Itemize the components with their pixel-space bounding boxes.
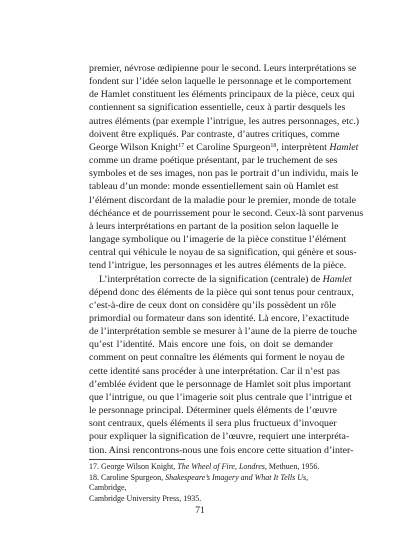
body-text [89, 62, 364, 457]
text-segment: , Cambridge, [89, 472, 309, 493]
text-line [89, 141, 359, 154]
text-segment: 17. George Wilson Knight, [89, 462, 178, 471]
text-line: dépend donc des éléments de la pièce qui sont tenus pour centraux, [89, 286, 354, 298]
footnote-ref-17[interactable]: 17 [178, 142, 185, 149]
text-segment: , interprètent [276, 141, 330, 153]
text-segment: 18. Caroline Spurgeon, [89, 472, 166, 482]
text-line: c’est-à-dire de ceux dont on considère qu’ils possèdent un rôle [89, 299, 337, 311]
text-line: comment on peut connaître les éléments qui forment le noyau de [89, 352, 345, 364]
text-line: à leurs interprétations en partant de la position selon laquelle le [89, 220, 339, 232]
text-line: contiennent sa signification essentielle, ceux à partir desquels les [89, 102, 346, 114]
text-line: cette identité sans procéder à une interprétation. Car il n’est pas [89, 365, 340, 377]
text-line: fondent sur l’idée selon laquelle le personnage et le comportement [89, 76, 352, 88]
footnotes [89, 462, 335, 504]
text-line: l’élément discordant de la maladie pour le premier, monde de totale [89, 194, 356, 206]
text-line: autres éléments (par exemple l’intrigue, les autres personnages, etc.) [89, 115, 360, 127]
text-line: tend l’intrigue, les personnages et les autres éléments de la pièce. [89, 260, 347, 272]
text-line: doivent être expliqués. Par contraste, d’autres critiques, comme [89, 128, 340, 140]
text-segment: , Methuen, 1956. [264, 462, 320, 471]
work-title-hamlet: Hamlet [322, 273, 352, 285]
text-line: pour expliquer la signification de l’œuvre, requiert une interpréta- [89, 431, 350, 443]
paragraph-2 [89, 273, 357, 457]
text-line: le personnage principal. Déterminer quels éléments de l’œuvre [89, 405, 337, 417]
text-line: de Hamlet constituent les éléments principaux de la pièce, ceux qui [89, 89, 355, 101]
text-line: comme un drame poétique présentant, par le truchement de ses [89, 155, 338, 167]
text-line: déchéance et de pourrissement pour le second. Ceux-là sont parvenus [89, 207, 364, 219]
text-line: sont centraux, quels éléments il sera plus fructueux d’invoquer [89, 418, 337, 430]
text-line: tableau d’un monde: monde essentiellement sain où Hamlet est [89, 181, 339, 193]
text-segment: George Wilson Knight [89, 141, 179, 153]
text-line: de l’interprétation semble se mesurer à l’aune de la pierre de touche [89, 326, 357, 338]
text-segment: et Caroline Spurgeon [184, 141, 271, 153]
text-line: tion. Ainsi rencontrons-nous une fois encore cette situation d’inter- [89, 444, 354, 456]
text-line: primordial ou formateur dans son identité. Là encore, l’exactitude [89, 312, 349, 324]
text-segment: Cambridge University Press, 1935. [89, 493, 202, 503]
footnote-18 [89, 473, 335, 505]
book-title: Shakespeare’s Imagery and What It Tells Us [165, 472, 307, 482]
page-number: 71 [195, 506, 205, 516]
text-line [89, 273, 352, 286]
text-segment: L’interprétation correcte de la signification (centrale) de [99, 273, 323, 285]
footnote-17 [89, 462, 335, 473]
text-line: premier, névrose œdipienne pour le second. Leurs interprétations se [89, 63, 357, 74]
text-line: d’emblée évident que le personnage de Hamlet soit plus important [89, 378, 351, 390]
paragraph-1 [89, 62, 364, 273]
work-title-hamlet: Hamlet [329, 141, 359, 153]
text-line: langage symbolique ou l’imagerie de la pièce constitue l’élément [89, 234, 347, 246]
text-line: que l’intrigue, ou que l’imagerie soit plus centrale que l’intrigue et [89, 391, 352, 403]
footnote-ref-18[interactable]: 18 [270, 142, 277, 149]
text-line: central qui véhicule le noyau de sa signification, qui génère et sous- [89, 247, 357, 259]
text-line: symboles et de ses images, non pas le portrait d’un individu, mais le [89, 168, 359, 180]
footnote-divider [89, 459, 185, 460]
text-line: qu’est l’identité. Mais encore une fois, on doit se demander [89, 339, 333, 351]
book-title: The Wheel of Fire, Londres [177, 462, 265, 471]
